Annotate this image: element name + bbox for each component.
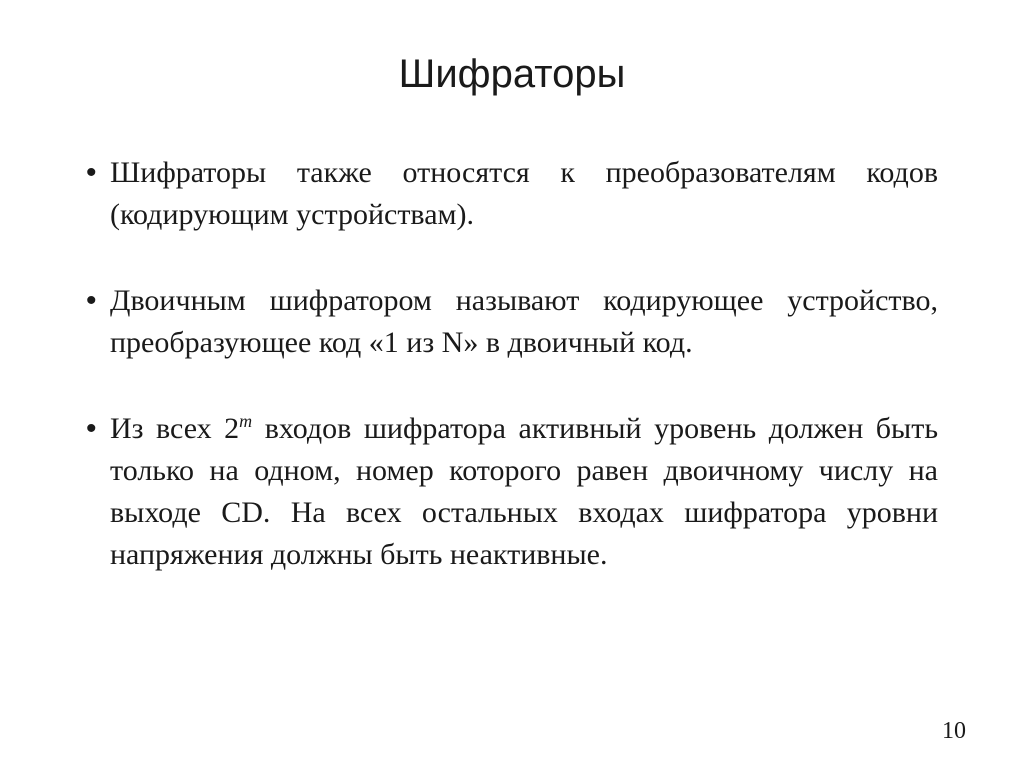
bullet-item-binary-encoder — [86, 280, 938, 364]
bullet-text-before: Из всех 2 — [110, 412, 240, 445]
bullet-text — [110, 408, 938, 576]
bullet-text: Шифраторы также относятся к преобразователям кодов (кодирующим устройствам). — [110, 156, 938, 231]
bullet-icon: • — [86, 412, 97, 445]
bullet-list — [86, 152, 938, 576]
bullet-item-encoders-definition — [86, 152, 938, 236]
bullet-text: Двоичным шифратором называют кодирующее устройство, преобразующее код «1 из N» в двоичный код. — [110, 284, 938, 359]
bullet-text-after: входов шифратора активный уровень должен быть только на одном, номер которого равен двоичному числу на выходе CD. На всех остальных входах шифратора уровни напряжения должны быть неактивные. — [110, 412, 938, 571]
exponent-m: m — [239, 411, 253, 431]
page-number: 10 — [942, 718, 966, 744]
slide-title: Шифраторы — [398, 52, 626, 96]
bullet-icon: • — [86, 156, 97, 189]
bullet-item-active-level — [86, 408, 938, 576]
bullet-icon: • — [86, 284, 97, 317]
